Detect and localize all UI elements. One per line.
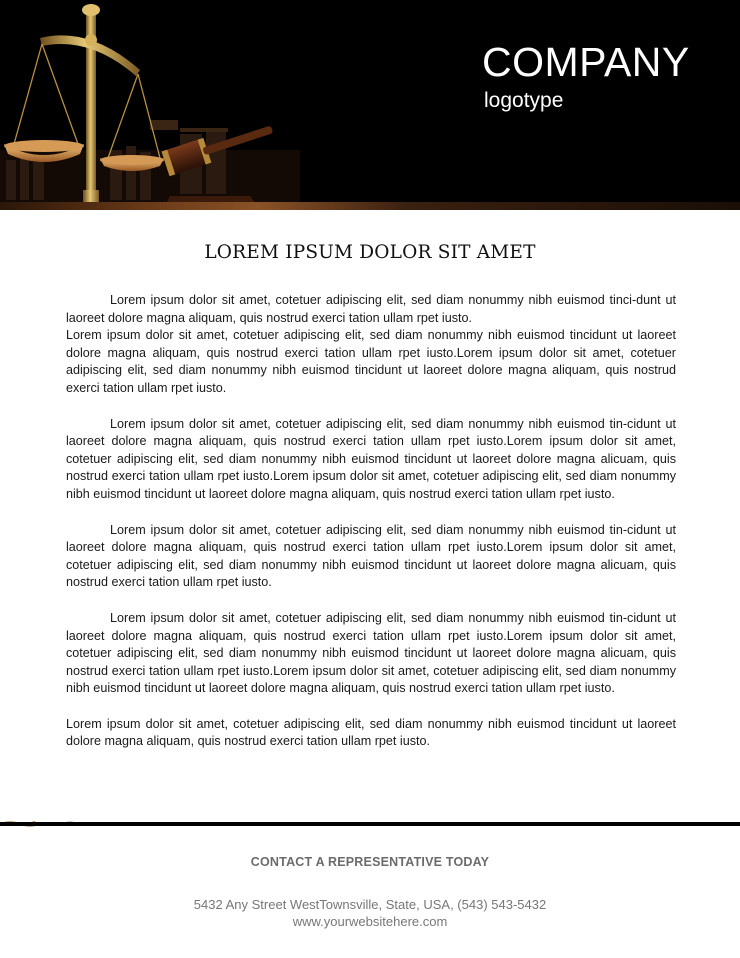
paragraph-text: Lorem ipsum dolor sit amet, cotetuer adipiscing elit, sed diam nonummy nibh euismod tincidunt ut laoreet dolore magna aliquam, quis nostrud exerci tation ullam rpet iusto.Lorem ipsum dolor sit amet, cotetuer adipiscing elit, sed diam nonummy nibh euismod tincidunt ut laoreet dolore magna aliquam, quis nostrud exerci tation ullam rpet iusto. — [66, 328, 676, 395]
header-banner — [0, 0, 740, 210]
paragraph-text: Lorem ipsum dolor sit amet, cotetuer adipiscing elit, sed diam nonummy nibh euismod tincidunt ut laoreet dolore magna aliquam, quis nostrud exerci tation ullam rpet iusto. — [66, 716, 676, 749]
contact-heading: CONTACT A REPRESENTATIVE TODAY — [250, 855, 490, 869]
paragraph-text: Lorem ipsum dolor sit amet, cotetuer adipiscing elit, sed diam nonummy nibh euismod tin-cidunt ut laoreet dolore magna aliquam, quis nostrud exerci tation ullam rpet iusto.Lorem ipsum dolor sit amet, cotetuer adipiscing elit, sed diam nonummy nibh euismod tincidunt ut laoreet dolore magna alicuam, quis nostrud exerci tation ullam rpet iusto. — [66, 522, 676, 590]
paragraph — [66, 327, 676, 397]
document-content — [66, 292, 676, 769]
paragraph — [66, 292, 676, 327]
paragraph-text: Lorem ipsum dolor sit amet, cotetuer adipiscing elit, sed diam nonummy nibh euismod tin-cidunt ut laoreet dolore magna aliquam, quis nostrud exerci tation ullam rpet iusto.Lorem ipsum dolor sit amet, cotetuer adipiscing elit, sed diam nonummy nibh euismod tincidunt ut laoreet dolore magna alicuam, quis nostrud exerci tation ullam rpet iusto.Lorem ipsum dolor sit amet, cotetuer adipiscing elit, sed diam nonummy nibh euismod tincidunt ut laoreet dolore magna aliquam, quis nostrud exerci tation ullam rpet iusto. — [66, 610, 676, 696]
paragraph-text: Lorem ipsum dolor sit amet, cotetuer adipiscing elit, sed diam nonummy nibh euismod tin-cidunt ut laoreet dolore magna aliquam, quis nostrud exerci tation ullam rpet iusto.Lorem ipsum dolor sit amet, cotetuer adipiscing elit, sed diam nonummy nibh euismod tincidunt ut laoreet dolore magna alicuam, quis nostrud exerci tation ullam rpet iusto.Lorem ipsum dolor sit amet, cotetuer adipiscing elit, sed diam nonummy nibh euismod tincidunt ut laoreet dolore magna aliquam, quis nostrud exerci tation ullam rpet iusto. — [66, 416, 676, 501]
paragraph — [66, 716, 676, 751]
website-link[interactable]: www.yourwebsitehere.com — [292, 914, 448, 929]
paragraph-text: Lorem ipsum dolor sit amet, cotetuer adipiscing elit, sed diam nonummy nibh euismod tinci-dunt ut laoreet dolore magna aliquam, quis nostrud exerci tation ullam rpet iusto. — [66, 293, 676, 325]
paragraph — [66, 416, 676, 504]
scales-of-justice-icon — [0, 0, 300, 206]
document-title: LOREM IPSUM DOLOR SIT AMET — [204, 242, 536, 263]
paragraph — [66, 522, 676, 592]
footer-divider — [0, 822, 740, 826]
logotype-label: logotype — [484, 89, 564, 112]
company-name: COMPANY — [482, 39, 690, 85]
paragraph — [66, 610, 676, 698]
address-line: 5432 Any Street WestTownsville, State, USA, (543) 543-5432 — [193, 897, 547, 912]
header-accent-strip — [0, 202, 740, 210]
